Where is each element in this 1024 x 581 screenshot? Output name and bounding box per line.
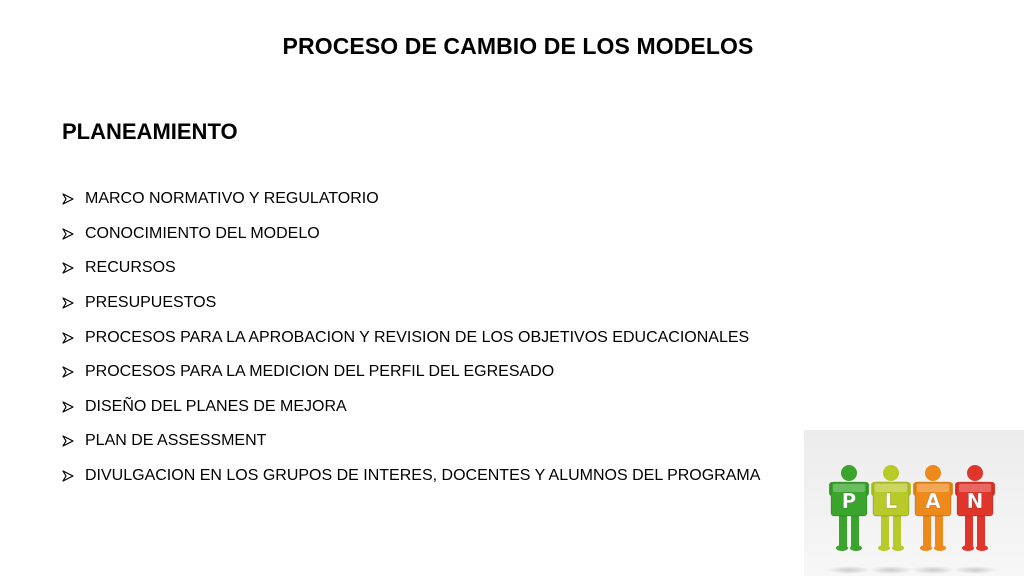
plan-letter: N	[966, 489, 984, 513]
list-item-text: RECURSOS	[85, 259, 176, 277]
list-item-text: PROCESOS PARA LA MEDICION DEL PERFIL DEL EGRESADO	[85, 363, 555, 381]
list-item	[62, 459, 760, 494]
arrow-bullet-icon	[62, 332, 74, 344]
arrow-bullet-icon	[62, 262, 74, 274]
plan-figure	[911, 465, 955, 574]
plan-letter: A	[925, 489, 941, 513]
arrow-bullet-icon	[62, 193, 74, 205]
list-item	[62, 320, 760, 355]
list-item-text: PLAN DE ASSESSMENT	[85, 432, 267, 450]
list-item	[62, 355, 760, 390]
list-item	[62, 182, 760, 217]
list-item-text: DISEÑO DEL PLANES DE MEJORA	[85, 397, 347, 415]
list-item	[62, 217, 760, 252]
list-item	[62, 390, 760, 425]
plan-illustration	[804, 430, 1024, 576]
plan-figure	[869, 465, 913, 574]
plan-figure	[953, 465, 997, 574]
plan-figure	[827, 465, 871, 574]
slide-title: PROCESO DE CAMBIO DE LOS MODELOS	[282, 33, 754, 59]
arrow-bullet-icon	[62, 401, 74, 413]
arrow-bullet-icon	[62, 435, 74, 447]
plan-letter: L	[884, 489, 898, 513]
list-item-text: PRESUPUESTOS	[85, 294, 217, 312]
list-item-text: PROCESOS PARA LA APROBACION Y REVISION DE LOS OBJETIVOS EDUCACIONALES	[85, 328, 750, 346]
list-item-text: CONOCIMIENTO DEL MODELO	[85, 224, 320, 242]
list-item	[62, 286, 760, 321]
list-item	[62, 251, 760, 286]
arrow-bullet-icon	[62, 297, 74, 309]
list-item	[62, 424, 760, 459]
plan-letter: P	[841, 489, 857, 513]
list-item-text: MARCO NORMATIVO Y REGULATORIO	[85, 190, 379, 208]
bullet-list	[62, 182, 760, 493]
list-item-text: DIVULGACION EN LOS GRUPOS DE INTERES, DOCENTES Y ALUMNOS DEL PROGRAMA	[85, 467, 761, 485]
plan-figures-image	[804, 430, 1024, 576]
arrow-bullet-icon	[62, 470, 74, 482]
arrow-bullet-icon	[62, 228, 74, 240]
section-heading: PLANEAMIENTO	[62, 119, 238, 144]
arrow-bullet-icon	[62, 366, 74, 378]
